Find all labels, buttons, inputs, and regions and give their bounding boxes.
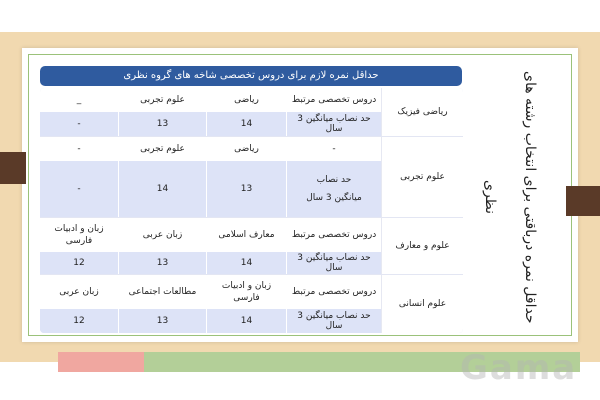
table-cell: دروس تخصصی مرتبط <box>286 218 381 252</box>
group-label: علوم انسانی <box>381 275 463 333</box>
table-row <box>40 252 381 274</box>
table-cell <box>286 161 381 217</box>
table-row <box>40 88 381 112</box>
top-band <box>0 0 600 32</box>
table-cell: - <box>77 184 81 194</box>
table-cell: 13 <box>118 112 206 136</box>
table-row <box>40 275 381 309</box>
table-cell: 13 <box>118 252 206 274</box>
table-cell: 13 <box>118 309 206 333</box>
table-cell: 14 <box>206 252 286 274</box>
table-header: حداقل نمره لازم برای دروس تخصصی شاخه های گروه نظری <box>40 66 462 86</box>
table-cell: دروس تخصصی مرتبط <box>286 275 381 309</box>
table-cell: معارف اسلامی <box>206 218 286 252</box>
cell-line: زبان و ادبیات <box>221 281 272 291</box>
table-cell: ریاضی <box>206 137 286 161</box>
table-row <box>40 112 381 136</box>
table-cell: مطالعات اجتماعی <box>118 275 206 309</box>
group-islamic-sciences <box>40 218 463 275</box>
cell-line: فارسی <box>65 236 93 246</box>
table-cell: 14 <box>206 309 286 333</box>
right-tab <box>566 186 600 216</box>
pink-stripe <box>58 352 144 372</box>
table-cell: دروس تخصصی مرتبط <box>286 88 381 112</box>
table-cell: - <box>77 119 81 129</box>
group-experimental-sciences <box>40 137 463 218</box>
group-label: علوم و معارف <box>381 218 463 274</box>
table-cell: حد نصاب میانگین 3 سال <box>286 112 381 136</box>
group-label: ریاضی فیزیک <box>381 88 463 136</box>
table-cell: 12 <box>73 316 85 326</box>
table-cell: زبان عربی <box>118 218 206 252</box>
table-row <box>40 161 381 217</box>
table-row <box>40 218 381 252</box>
table-cell: - <box>286 137 381 161</box>
table-cell <box>40 218 118 252</box>
table-row <box>40 309 381 333</box>
cell-line: حد نصاب <box>316 175 352 185</box>
group-label: علوم تجربی <box>381 137 463 217</box>
table-row <box>40 137 381 161</box>
table-cell: ریاضی <box>206 88 286 112</box>
table-cell: - <box>77 144 81 154</box>
cell-line: میانگین 3 سال <box>306 193 362 203</box>
table-cell: حد نصاب میانگین 3 سال <box>286 309 381 333</box>
left-tab <box>0 152 26 184</box>
table-cell: حد نصاب میانگین 3 سال <box>286 252 381 274</box>
gama-watermark: Gama <box>460 348 578 388</box>
table-cell: 14 <box>118 161 206 217</box>
group-humanities <box>40 275 463 333</box>
table-cell: علوم تجربی <box>118 88 206 112</box>
table-cell: زبان عربی <box>59 287 99 297</box>
vertical-title: حداقل نمره درباقتی برای انتخاب رشته های نظری <box>482 70 538 324</box>
table-cell: 12 <box>73 258 85 268</box>
group-math-physics <box>40 88 463 137</box>
table-cell: 14 <box>206 112 286 136</box>
cell-line: زبان و ادبیات <box>54 224 104 234</box>
cell-line: فارسی <box>233 293 260 303</box>
table-cell: _ <box>76 95 82 105</box>
table-cell <box>206 275 286 309</box>
table-cell: 13 <box>206 161 286 217</box>
requirements-table <box>40 88 463 333</box>
table-cell: علوم تجربی <box>118 137 206 161</box>
